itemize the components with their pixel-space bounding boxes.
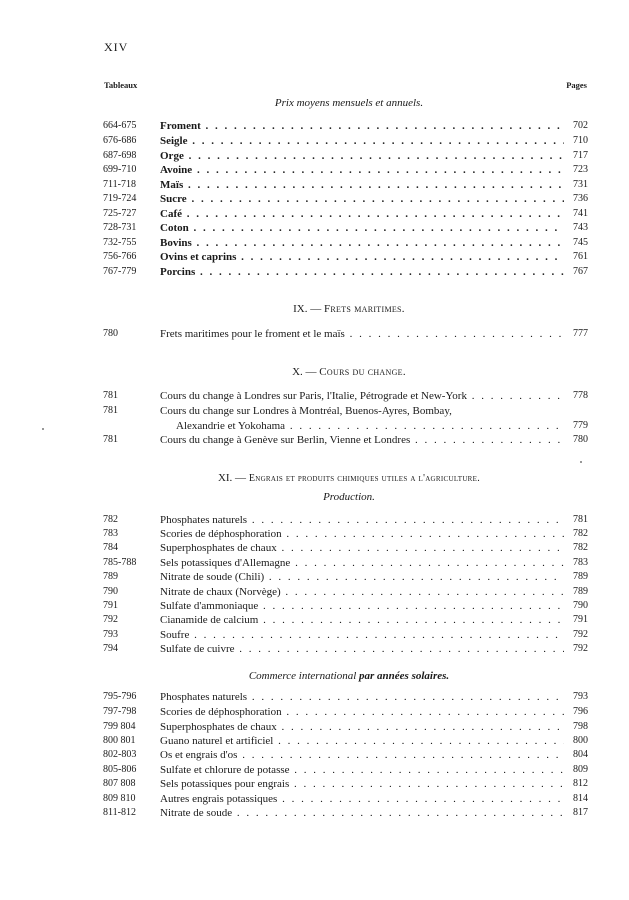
page-ref: 792: [573, 629, 588, 640]
page-ref: 798: [573, 721, 588, 732]
table-label: Cours du change à Londres sur Paris, l'Italie, Pétrograde et New-York . . .: [160, 389, 564, 403]
table-row: [0, 705, 629, 719]
table-number: 805-806: [103, 764, 137, 775]
section-roman: IX. —: [293, 303, 322, 315]
page-ref: 780: [573, 434, 588, 445]
page-ref: 741: [573, 208, 588, 219]
table-row: [0, 734, 629, 748]
commerce-subtitle-a: Commerce international: [248, 670, 357, 682]
page-ref: 817: [573, 807, 588, 818]
page-ref: 767: [573, 266, 588, 277]
table-number: 797-798: [103, 706, 137, 717]
page-ref: 789: [573, 586, 588, 597]
table-label: Orge . . .: [160, 149, 564, 163]
table-number: 719-724: [103, 193, 137, 204]
page-ref: 789: [573, 571, 588, 582]
table-row: [0, 720, 629, 734]
table-number: 794: [103, 643, 118, 654]
table-row: [0, 404, 629, 418]
table-row: [0, 433, 629, 447]
page-ref: 761: [573, 251, 588, 262]
table-row: [0, 613, 629, 627]
page-ref: 814: [573, 793, 588, 804]
table-row: [0, 748, 629, 762]
table-label: Sels potassiques pour engrais . . .: [160, 777, 564, 791]
table-number: 676-686: [103, 135, 137, 146]
page-ref: 702: [573, 120, 588, 131]
table-row: [0, 265, 629, 279]
table-label: Superphosphates de chaux . . .: [160, 720, 564, 734]
page-ref: 779: [573, 420, 588, 431]
page-ref: 793: [573, 691, 588, 702]
table-row: [0, 513, 629, 527]
table-number: 699-710: [103, 164, 137, 175]
table-label: Ovins et caprins . . .: [160, 250, 564, 264]
table-number: 791: [103, 600, 118, 611]
table-label: Soufre . . .: [160, 628, 564, 642]
page-ref: 782: [573, 528, 588, 539]
table-number: 781: [103, 434, 118, 445]
scan-speck: [42, 428, 44, 430]
page-ref: 731: [573, 179, 588, 190]
table-number: 802-803: [103, 749, 137, 760]
table-number: 711-718: [103, 179, 136, 190]
page-ref: 723: [573, 164, 588, 175]
table-number: 785-788: [103, 557, 137, 568]
section-xi-heading: [104, 472, 594, 484]
page-ref: 796: [573, 706, 588, 717]
table-number: 756-766: [103, 251, 137, 262]
table-number: 780: [103, 328, 118, 339]
table-row: [0, 585, 629, 599]
table-number: 800 801: [103, 735, 136, 746]
table-row: [0, 556, 629, 570]
table-number: 784: [103, 542, 118, 553]
table-number: 783: [103, 528, 118, 539]
page-ref: 778: [573, 390, 588, 401]
table-label: Sulfate d'ammoniaque . . .: [160, 599, 564, 613]
page-ref: 710: [573, 135, 588, 146]
table-row: [0, 236, 629, 250]
table-label: Sulfate de cuivre . . .: [160, 642, 564, 656]
table-row: [0, 806, 629, 820]
table-row: [0, 628, 629, 642]
table-label: Frets maritimes pour le froment et le maïs . . .: [160, 327, 564, 341]
table-number: 792: [103, 614, 118, 625]
table-row: [0, 389, 629, 403]
page-ref: 792: [573, 643, 588, 654]
table-number: 781: [103, 405, 118, 416]
table-row-continuation: [0, 419, 629, 433]
page-ref: 743: [573, 222, 588, 233]
table-label: Nitrate de soude . . .: [160, 806, 564, 820]
table-label: Superphosphates de chaux . . .: [160, 541, 564, 555]
table-number: 664-675: [103, 120, 137, 131]
table-number: 809 810: [103, 793, 136, 804]
table-row: [0, 541, 629, 555]
table-label: Cours du change à Genève sur Berlin, Vienne et Londres . . .: [160, 433, 564, 447]
table-label-continuation: Alexandrie et Yokohama . . .: [176, 419, 564, 433]
tables-column-head: Tableaux: [104, 80, 138, 90]
page-ref: 783: [573, 557, 588, 568]
page-ref: 781: [573, 514, 588, 525]
table-number: 732-755: [103, 237, 137, 248]
table-row: [0, 777, 629, 791]
table-label: Seigle . . .: [160, 134, 564, 148]
table-row: [0, 192, 629, 206]
page-number: XIV: [104, 40, 129, 54]
section-title: Engrais et produits chimiques utiles a l'agriculture.: [248, 473, 481, 484]
table-number: 807 808: [103, 778, 136, 789]
table-label: Sulfate et chlorure de potasse . . .: [160, 763, 564, 777]
page-ref: 800: [573, 735, 588, 746]
table-number: 767-779: [103, 266, 137, 277]
page-ref: 777: [573, 328, 588, 339]
table-label: Nitrate de soude (Chili) . . .: [160, 570, 564, 584]
table-number: 790: [103, 586, 118, 597]
section-x-heading: [104, 366, 594, 378]
table-label: Porcins . . .: [160, 265, 564, 279]
section-title: Cours du change.: [319, 366, 406, 378]
page-ref: 745: [573, 237, 588, 248]
page-ref: 804: [573, 749, 588, 760]
table-number: 728-731: [103, 222, 137, 233]
table-number: 725-727: [103, 208, 137, 219]
table-row: [0, 599, 629, 613]
table-label: Guano naturel et artificiel . . .: [160, 734, 564, 748]
table-row: [0, 792, 629, 806]
table-row: [0, 570, 629, 584]
table-label: Scories de déphosphoration . . .: [160, 705, 564, 719]
page-ref: 790: [573, 600, 588, 611]
table-number: 795-796: [103, 691, 137, 702]
table-row: [0, 690, 629, 704]
table-number: 811-812: [103, 807, 136, 818]
table-number: 782: [103, 514, 118, 525]
table-number: 687-698: [103, 150, 137, 161]
table-row: [0, 149, 629, 163]
table-row: [0, 327, 629, 341]
section-roman: XI. —: [217, 472, 247, 484]
table-row: [0, 642, 629, 656]
table-label: Phosphates naturels . . .: [160, 690, 564, 704]
table-row: [0, 763, 629, 777]
table-label: Maïs . . .: [160, 178, 564, 192]
section-ix-heading: [104, 303, 594, 315]
table-label: Os et engrais d'os . . .: [160, 748, 564, 762]
table-label: Coton . . .: [160, 221, 564, 235]
table-label: Café . . .: [160, 207, 564, 221]
table-row: [0, 134, 629, 148]
table-row: [0, 527, 629, 541]
table-row: [0, 163, 629, 177]
commerce-subtitle: [104, 670, 594, 682]
table-label: Sucre . . .: [160, 192, 564, 206]
table-row: [0, 221, 629, 235]
table-row: [0, 250, 629, 264]
pages-column-head: Pages: [566, 80, 587, 90]
table-label: Bovins . . .: [160, 236, 564, 250]
table-row: [0, 207, 629, 221]
table-row: [0, 178, 629, 192]
page-ref: 717: [573, 150, 588, 161]
table-label: Nitrate de chaux (Norvège) . . .: [160, 585, 564, 599]
table-label: Avoine . . .: [160, 163, 564, 177]
table-label: Cours du change sur Londres à Montréal, Buenos-Ayres, Bombay,: [160, 405, 452, 417]
table-label: Froment . . .: [160, 119, 564, 133]
prices-section-title: Prix moyens mensuels et annuels.: [274, 97, 424, 109]
section-roman: X. —: [292, 366, 317, 378]
scan-speck: [580, 461, 582, 463]
commerce-subtitle-b: par années solaires.: [359, 670, 450, 682]
page-ref: 809: [573, 764, 588, 775]
production-subtitle: Production.: [323, 491, 375, 503]
table-number: 789: [103, 571, 118, 582]
table-number: 781: [103, 390, 118, 401]
table-label: Cianamide de calcium . . .: [160, 613, 564, 627]
table-label: Autres engrais potassiques . . .: [160, 792, 564, 806]
table-label: Sels potassiques d'Allemagne . . .: [160, 556, 564, 570]
page-ref: 791: [573, 614, 588, 625]
page-ref: 736: [573, 193, 588, 204]
table-row: [0, 119, 629, 133]
page-ref: 782: [573, 542, 588, 553]
table-label: Scories de déphosphoration . . .: [160, 527, 564, 541]
page-ref: 812: [573, 778, 588, 789]
section-title: Frets maritimes.: [323, 303, 405, 315]
table-number: 799 804: [103, 721, 136, 732]
table-label: Phosphates naturels . . .: [160, 513, 564, 527]
table-number: 793: [103, 629, 118, 640]
